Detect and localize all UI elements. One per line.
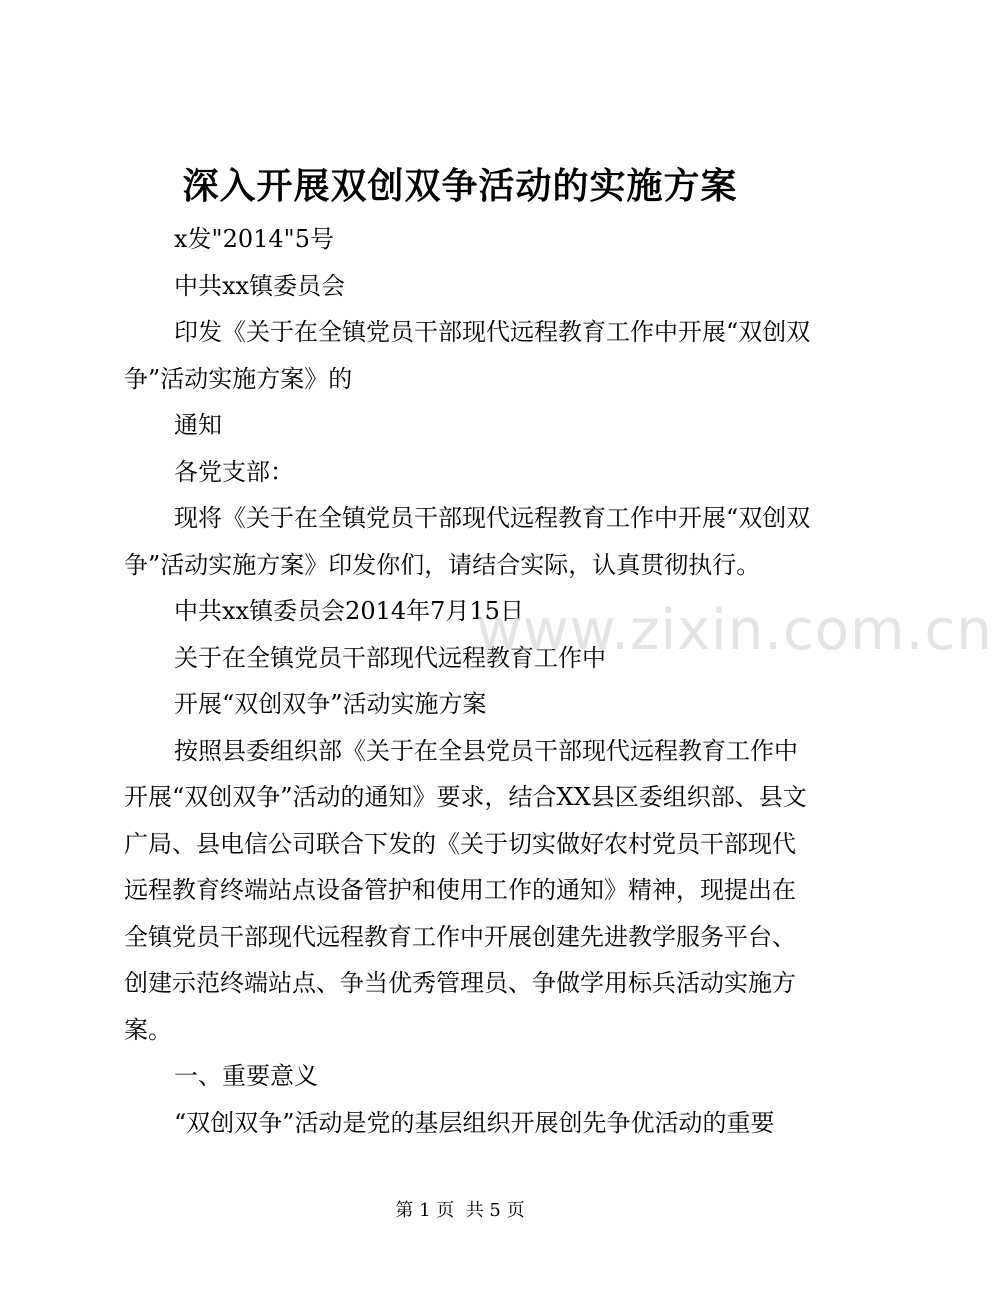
issuer-line: 中共xx镇委员会: [174, 271, 346, 300]
document-title: 深入开展双创双争活动的实施方案: [182, 165, 738, 207]
notice-heading-line: 印发《关于在全镇党员干部现代远程教育工作中开展“双创双争”活动实施方案》的: [124, 318, 811, 393]
notice-body-paragraph: 现将《关于在全镇党员干部现代远程教育工作中开展“双创双争”活动实施方案》印发你们，请结合实际，认真贯彻执行。: [124, 504, 811, 579]
salutation: 各党支部：: [174, 457, 294, 486]
signature-date-line: 中共xx镇委员会2014年7月15日: [174, 597, 524, 625]
document-body: [124, 216, 814, 1146]
plan-title-line-1: 关于在全镇党员干部现代远程教育工作中: [174, 643, 606, 672]
plan-title-line-2: 开展“双创双争”活动实施方案: [174, 690, 487, 718]
doc-number: x发"2014"5号: [174, 225, 334, 253]
notice-word: 通知: [174, 411, 222, 439]
watermark-text: www.zixin.com.cn: [476, 598, 993, 663]
intro-paragraph: 按照县委组织部《关于在全县党员干部现代远程教育工作中开展“双创双争”活动的通知》要求，结合XX县区委组织部、县文广局、县电信公司联合下发的《关于切实做好农村党员干部现代远程教育终端站点设备管护和使用工作的通知》精神，现提出在全镇党员干部现代远程教育工作中开展创建先进教学服务平台、创建示范终端站点、争当优秀管理员、争做学用标兵活动实施方案。: [124, 736, 807, 1044]
page-footer: 第 1 页 共 5 页: [395, 1200, 525, 1221]
significance-paragraph: “双创双争”活动是党的基层组织开展创先争优活动的重要: [174, 1108, 775, 1137]
section-heading-significance: 一、重要意义: [174, 1062, 318, 1090]
